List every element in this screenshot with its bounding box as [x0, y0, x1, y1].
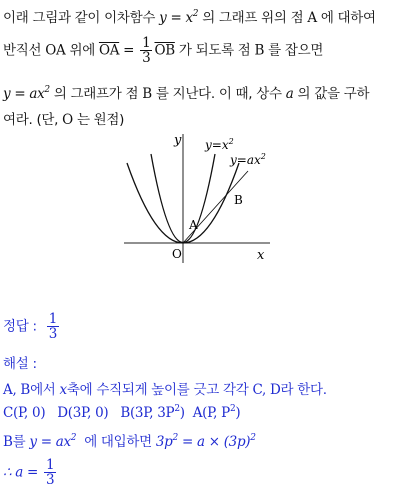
point-label: B	[254, 42, 265, 59]
ray-ob	[183, 171, 248, 243]
therefore-label: ∴ a =	[3, 464, 39, 481]
points-cd: C, D	[252, 382, 281, 398]
problem-text: 를 지난다. 이 때, 상수	[155, 86, 282, 102]
problem-line-1	[3, 6, 376, 26]
solution-text: 에서	[30, 382, 56, 398]
coord-d: D(3P, 0)	[57, 405, 109, 421]
coord-c: C(P, 0)	[3, 405, 46, 421]
segment-ob: $\overline{OB}$	[154, 42, 175, 59]
solution-line-3	[3, 430, 256, 450]
problem-text: 위에	[69, 42, 95, 59]
problem-text: 를 잡으면	[268, 42, 324, 59]
answer-fraction: $\frac{1}{3}$	[48, 311, 58, 342]
problem-line-3	[3, 82, 369, 102]
point-a-label: A	[189, 218, 198, 232]
problem-text: 이래 그림과 같이 이차함수	[3, 10, 156, 26]
equation: $y = ax^2$	[3, 85, 50, 102]
problem-text: 가 되도록 점	[178, 42, 251, 59]
problem-line-2: 반직선 OA 위에 $\overline{OA}$ = $\frac{1}{3}$ $\overline{OB}$ 가 되도록 점 B 를 잡으면	[3, 35, 324, 66]
equation: $y = x^2$	[159, 9, 199, 26]
solution-line-2	[3, 404, 240, 421]
problem-text: 여라. (단,	[3, 112, 59, 128]
coord-b: B(3P, $3P^2$)	[120, 404, 185, 421]
y-axis-label: y	[174, 133, 182, 148]
origin-label: O	[172, 247, 182, 261]
solution-text: 라 한다.	[280, 382, 327, 398]
answer-label: 정답 :	[3, 318, 37, 335]
solution-conclusion	[3, 458, 58, 487]
problem-line-4	[3, 108, 124, 128]
solution-text: 를	[12, 434, 26, 450]
coord-a: A(P, $P^2$)	[192, 404, 241, 421]
solution-text: 축에 수직되게 높이를 긋고 각각	[66, 382, 249, 398]
solution-line-1	[3, 378, 327, 398]
parabola-graph	[120, 128, 280, 268]
x-axis-label: x	[257, 248, 265, 263]
fraction-one-third: $\frac{1}{3}$	[142, 35, 151, 66]
point-label: B	[3, 434, 13, 450]
answer-line	[3, 312, 61, 341]
points-ab: A, B	[3, 382, 31, 398]
solution-label: 해설 :	[3, 356, 37, 372]
point-b-label: B	[234, 193, 243, 207]
problem-text: 의 그래프가 점	[53, 86, 139, 102]
constant-a: a	[285, 86, 294, 102]
segment-oa: $\overline{OA}$	[98, 42, 120, 59]
ray-label: OA	[45, 42, 66, 59]
origin-label: O	[62, 112, 73, 128]
curve2-label: $y=ax^2$	[230, 152, 266, 167]
solution-text: 에 대입하면	[84, 434, 152, 450]
point-label: A	[307, 10, 317, 26]
equation: $y = ax^2$	[29, 433, 77, 450]
result-fraction: $\frac{1}{3}$	[46, 457, 55, 488]
problem-text: 의 값을 구하	[297, 86, 370, 102]
x-variable: x	[59, 382, 67, 398]
problem-text: 에 대하여	[320, 10, 376, 26]
point-label: B	[142, 86, 152, 102]
curve1-label: $y=x^2$	[205, 137, 234, 152]
problem-text: 는 원점)	[76, 112, 125, 128]
problem-text: 반직선	[3, 42, 42, 59]
problem-text: 의 그래프 위의 점	[202, 10, 304, 26]
substitution: $3p^2 = a \times (3p)^2$	[155, 433, 256, 450]
